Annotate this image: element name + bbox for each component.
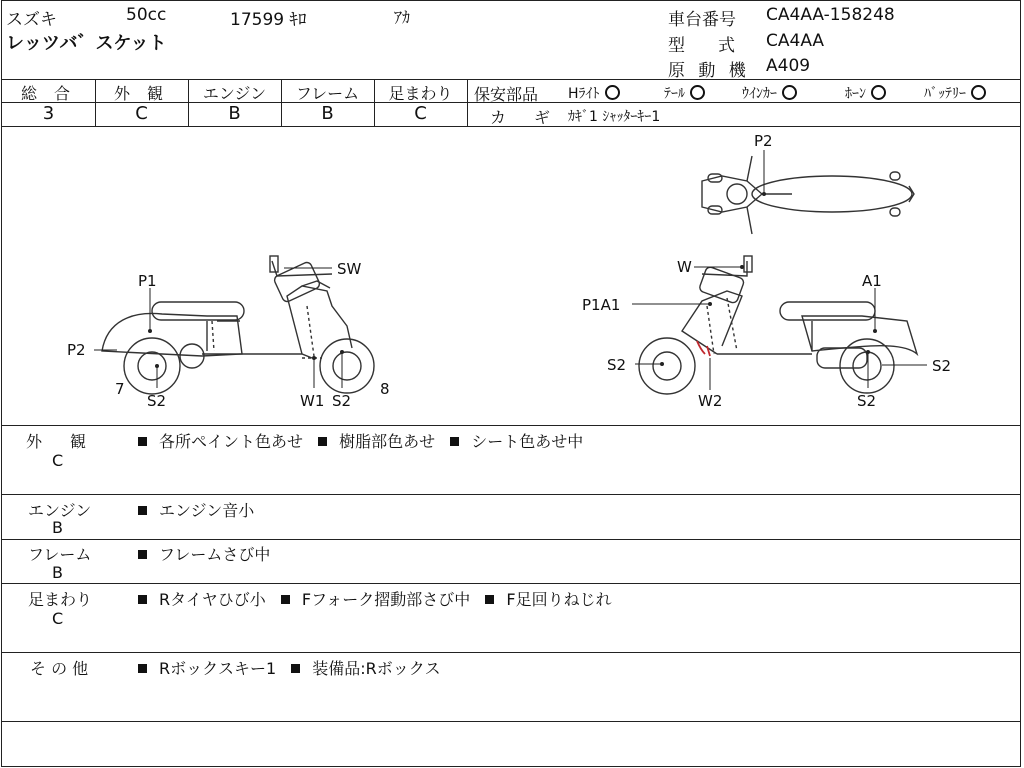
divider bbox=[2, 583, 1020, 584]
bullet-square-icon bbox=[138, 664, 147, 673]
bullet-square-icon bbox=[138, 550, 147, 559]
ok-circle-icon bbox=[605, 85, 620, 100]
bullet-square-icon bbox=[318, 437, 327, 446]
label-left-p1: P1 bbox=[138, 272, 157, 290]
type-label: 型 式 bbox=[668, 36, 743, 56]
remark-category-suspension: 足まわり bbox=[28, 590, 93, 609]
safety-title: 保安部品 bbox=[474, 85, 539, 104]
grade-value-frame: B bbox=[321, 103, 334, 124]
grade-value-overall: 3 bbox=[42, 103, 55, 124]
grade-label-frame: フレーム bbox=[295, 84, 360, 103]
label-left-7: 7 bbox=[115, 380, 125, 398]
label-right-s2a: S2 bbox=[607, 356, 627, 374]
bullet-square-icon bbox=[138, 437, 147, 446]
grade-value-exterior: C bbox=[135, 103, 148, 124]
mileage: 17599 ｷﾛ bbox=[230, 10, 307, 30]
remark-grade-engine: B bbox=[52, 518, 63, 537]
label-left-p2: P2 bbox=[67, 341, 86, 359]
remark-items-engine: エンジン音小 bbox=[138, 498, 254, 521]
safety-horn: ﾎｰﾝ bbox=[845, 83, 886, 103]
remark-items-suspension: Rタイヤひび小 Fフォーク摺動部さび中 F足回りねじれ bbox=[138, 587, 612, 610]
divider bbox=[2, 539, 1020, 540]
maker: スズキ bbox=[6, 10, 57, 30]
remark-items-other: Rボックスキー1 装備品:Rボックス bbox=[138, 656, 441, 679]
displacement: 50cc bbox=[126, 5, 167, 25]
safety-winker: ｳｲﾝｶｰ bbox=[742, 83, 797, 103]
divider bbox=[2, 652, 1020, 653]
ok-circle-icon bbox=[782, 85, 797, 100]
label-right-w2: W2 bbox=[698, 392, 723, 410]
ok-circle-icon bbox=[971, 85, 986, 100]
label-left-w1: W1 bbox=[300, 392, 325, 410]
label-right-s2b: S2 bbox=[857, 392, 877, 410]
frame-label: 車台番号 bbox=[668, 10, 736, 30]
grade-label-engine: エンジン bbox=[202, 84, 267, 103]
remark-grade-exterior: C bbox=[52, 451, 64, 470]
scooter-diagram bbox=[2, 126, 1020, 426]
safety-headlight: Hﾗｲﾄ bbox=[568, 83, 620, 103]
ok-circle-icon bbox=[690, 85, 705, 100]
divider bbox=[2, 494, 1020, 495]
inspection-sheet bbox=[1, 0, 1021, 767]
label-left-8: 8 bbox=[380, 380, 390, 398]
type-value: CA4AA bbox=[766, 31, 825, 51]
grade-value-suspension: C bbox=[414, 103, 427, 124]
bullet-square-icon bbox=[485, 595, 494, 604]
label-right-p1a1: P1A1 bbox=[582, 296, 621, 314]
bullet-square-icon bbox=[281, 595, 290, 604]
label-left-sw: SW bbox=[337, 260, 362, 278]
frame-value: CA4AA-158248 bbox=[766, 5, 895, 25]
divider bbox=[2, 425, 1020, 426]
safety-battery: ﾊﾞｯﾃﾘｰ bbox=[924, 83, 986, 103]
label-right-s2c: S2 bbox=[932, 357, 952, 375]
key-value: ｶｷﾞ1 ｼｬｯﾀｰｷｰ1 bbox=[568, 109, 661, 125]
remark-items-frame: フレームさび中 bbox=[138, 542, 270, 565]
label-left-s2a: S2 bbox=[147, 392, 167, 410]
remark-category-exterior: 外 観 bbox=[26, 432, 93, 451]
remark-grade-frame: B bbox=[52, 563, 63, 582]
remark-items-exterior: 各所ペイント色あせ 樹脂部色あせ シート色あせ中 bbox=[138, 429, 583, 452]
model-name: レッツバ゛スケット bbox=[6, 33, 167, 54]
divider bbox=[467, 79, 468, 126]
ok-circle-icon bbox=[871, 85, 886, 100]
engine-value: A409 bbox=[766, 56, 811, 76]
label-right-a1: A1 bbox=[862, 272, 882, 290]
label-top-p2: P2 bbox=[754, 132, 773, 150]
grade-label-suspension: 足まわり bbox=[388, 84, 453, 103]
bullet-square-icon bbox=[291, 664, 300, 673]
grade-label-exterior: 外 観 bbox=[113, 84, 170, 103]
remark-category-other: そ の 他 bbox=[30, 659, 89, 678]
grade-value-engine: B bbox=[228, 103, 241, 124]
remark-category-engine: エンジン bbox=[28, 501, 92, 520]
label-left-s2b: S2 bbox=[332, 392, 352, 410]
bullet-square-icon bbox=[138, 595, 147, 604]
remark-category-frame: フレーム bbox=[28, 545, 92, 564]
grade-label-overall: 総 合 bbox=[20, 84, 77, 103]
divider bbox=[2, 79, 1020, 80]
remark-grade-suspension: C bbox=[52, 609, 64, 628]
bullet-square-icon bbox=[450, 437, 459, 446]
bullet-square-icon bbox=[138, 506, 147, 515]
color: ｱｶ bbox=[394, 8, 411, 27]
engine-label: 原 動 機 bbox=[668, 61, 750, 81]
divider bbox=[2, 721, 1020, 722]
top-view-drawing bbox=[702, 156, 914, 234]
damage-mark bbox=[697, 341, 710, 356]
key-label: カ ギ bbox=[490, 108, 557, 127]
label-right-w: W bbox=[677, 258, 692, 276]
safety-tail: ﾃｰﾙ bbox=[664, 83, 705, 103]
